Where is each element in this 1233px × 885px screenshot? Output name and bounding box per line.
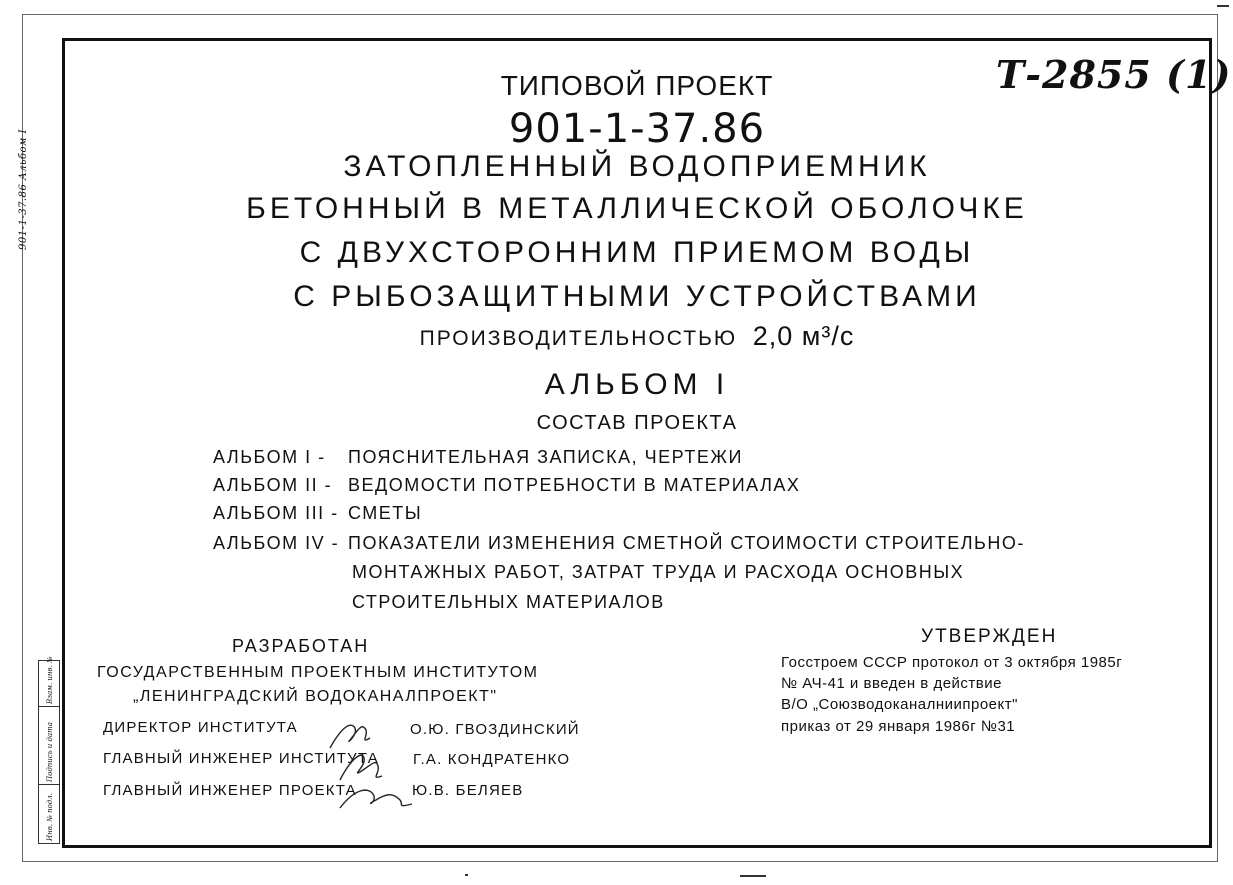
approved-heading: УТВЕРЖДЕН	[921, 626, 1058, 647]
margin-stamp-table	[38, 656, 60, 844]
signatory-name: О.Ю. ГВОЗДИНСКИЙ	[410, 721, 580, 738]
signatory-role: ГЛАВНЫЙ ИНЖЕНЕР ПРОЕКТА	[103, 782, 357, 799]
signature-scribbles	[300, 700, 430, 820]
composition-text: ПОЯСНИТЕЛЬНАЯ ЗАПИСКА, ЧЕРТЕЖИ	[348, 447, 743, 467]
composition-text: ВЕДОМОСТИ ПОТРЕБНОСТИ В МАТЕРИАЛАХ	[348, 475, 801, 495]
composition-text: ПОКАЗАТЕЛИ ИЗМЕНЕНИЯ СМЕТНОЙ СТОИМОСТИ СТРОИТЕЛЬНО-	[348, 533, 1025, 553]
institute-line-1: ГОСУДАРСТВЕННЫМ ПРОЕКТНЫМ ИНСТИТУТОМ	[97, 664, 539, 681]
signature-director	[330, 725, 370, 748]
header-line: ТИПОВОЙ ПРОЕКТ	[500, 70, 774, 101]
composition-volume: АЛЬБОМ I -	[213, 447, 326, 467]
signatory-role: ГЛАВНЫЙ ИНЖЕНЕР ИНСТИТУТА	[103, 750, 379, 767]
album-title: АЛЬБОМ I	[544, 368, 730, 401]
signature-project-engineer	[340, 790, 412, 808]
margin-stamp-cell: Взам. инв. №	[39, 661, 59, 707]
composition-volume: АЛЬБОМ III -	[213, 503, 339, 523]
scan-speck	[1217, 5, 1229, 7]
composition-heading: СОСТАВ ПРОЕКТА	[536, 412, 738, 434]
margin-stamp-cell: Подпись и дата	[39, 707, 59, 785]
composition-item	[213, 503, 422, 524]
signatory-name: Г.А. КОНДРАТЕНКО	[413, 751, 571, 768]
scan-speck	[465, 874, 468, 876]
signatory-name: Ю.В. БЕЛЯЕВ	[412, 782, 524, 799]
composition-volume: АЛЬБОМ IV -	[213, 533, 340, 553]
composition-volume: АЛЬБОМ II -	[213, 475, 333, 495]
approved-line: Госстроем СССР протокол от 3 октября 1985г	[781, 654, 1123, 671]
title-line-4: С РЫБОЗАЩИТНЫМИ УСТРОЙСТВАМИ	[293, 280, 981, 313]
title-line-3: С ДВУХСТОРОННИМ ПРИЕМОМ ВОДЫ	[299, 236, 975, 269]
composition-continuation: СТРОИТЕЛЬНЫХ МАТЕРИАЛОВ	[352, 592, 665, 612]
scan-speck	[740, 875, 766, 877]
composition-item	[213, 475, 800, 496]
approved-line: № АЧ-41 и введен в действие	[781, 675, 1002, 692]
approved-line: приказ от 29 января 1986г №31	[781, 718, 1016, 735]
composition-text: СМЕТЫ	[348, 503, 423, 523]
title-line-1: ЗАТОПЛЕННЫЙ ВОДОПРИЕМНИК	[343, 150, 931, 183]
signatory-role: ДИРЕКТОР ИНСТИТУТА	[103, 719, 298, 736]
capacity-line	[62, 321, 1212, 352]
capacity-label: ПРОИЗВОДИТЕЛЬНОСТЬЮ	[419, 327, 738, 350]
institute-line-2: „ЛЕНИНГРАДСКИЙ ВОДОКАНАЛПРОЕКТ"	[133, 688, 498, 705]
capacity-value: 2,0 м³/с	[752, 321, 855, 351]
composition-item	[213, 447, 743, 468]
margin-stamp-cell: Инв. № подл.	[46, 793, 54, 841]
margin-note: 901-1-37.86 Альбом I	[18, 129, 29, 250]
title-line-2: БЕТОННЫЙ В МЕТАЛЛИЧЕСКОЙ ОБОЛОЧКЕ	[246, 192, 1028, 225]
signature-chief-engineer	[340, 755, 382, 780]
composition-continuation: МОНТАЖНЫХ РАБОТ, ЗАТРАТ ТРУДА И РАСХОДА ОСНОВНЫХ	[352, 562, 965, 582]
composition-item	[213, 533, 1025, 554]
developed-heading: РАЗРАБОТАН	[232, 636, 370, 656]
project-number: 901-1-37.86	[508, 106, 766, 152]
archive-number: Т-2855 (1)	[996, 52, 1232, 97]
approved-line: В/О „Союзводоканалниипроект"	[781, 696, 1018, 713]
